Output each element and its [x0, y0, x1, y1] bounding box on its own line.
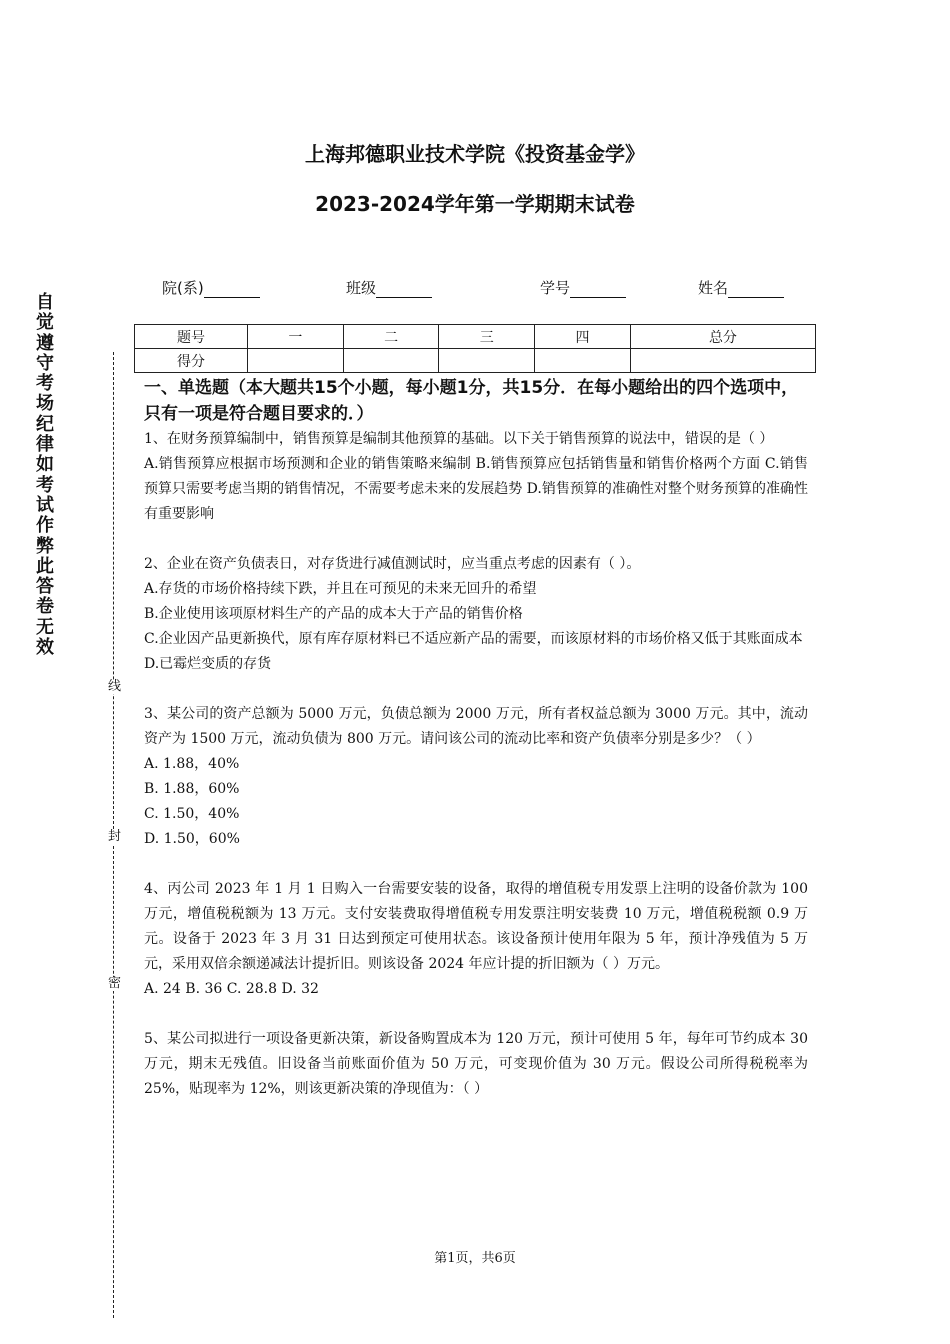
question-stem: 4、丙公司 2023 年 1 月 1 日购入一台需要安装的设备，取得的增值税专用发票上注明的设备价款为 100 万元，增值税税额为 13 万元。支付安装费取得增值税专用发票注明安装费 10 万元，增值税税额 0.9 万元。设备于 2023 年 3 月 31 日达到预定可使用状态。该设备预计使用年限为 5 年，预计净残值为 5 万元，采用双倍余额递减法计提折旧。则该设备 2024 年应计提的折旧额为（ ）万元。 — [144, 881, 808, 972]
question-option: A.销售预算应根据市场预测和企业的销售策略来编制 B.销售预算应包括销售量和销售价格两个方面 C.销售预算只需要考虑当期的销售情况，不需要考虑未来的发展趋势 D.销售预算的准确性对整个财务预算的准确性有重要影响 — [144, 456, 808, 522]
score-cell: 四 — [535, 325, 631, 349]
score-entry-cell[interactable] — [439, 349, 535, 373]
score-entry-cell[interactable] — [535, 349, 631, 373]
name-label: 姓名 — [698, 279, 729, 297]
class-blank[interactable] — [376, 282, 432, 298]
score-table-header-row — [135, 325, 816, 349]
question-stem: 5、某公司拟进行一项设备更新决策，新设备购置成本为 120 万元，预计可使用 5 年，每年可节约成本 30 万元，期末无残值。旧设备当前账面价值为 50 万元，可变现价值为 30 万元。假设公司所得税税率为 25%，贴现率为 12%，则该更新决策的净现值为：（ ） — [144, 1031, 808, 1097]
exam-content — [144, 375, 808, 1102]
question-option: D. 1.50，60% — [144, 831, 240, 847]
question-option: B.企业使用该项原材料生产的产品的成本大于产品的销售价格 — [144, 606, 523, 622]
question — [144, 1027, 808, 1102]
score-cell: 总分 — [630, 325, 815, 349]
class-label: 班级 — [346, 279, 377, 297]
seal-mark-line: 线 — [108, 679, 122, 694]
exam-title: 上海邦德职业技术学院《投资基金学》 — [305, 142, 645, 166]
score-cell: 三 — [439, 325, 535, 349]
exam-subtitle: 2023-2024学年第一学期期末试卷 — [315, 192, 635, 216]
question-option: D.已霉烂变质的存货 — [144, 656, 272, 672]
question-option: C.企业因产品更新换代，原有库存原材料已不适应新产品的需要，而该原材料的市场价格又低于其账面成本 — [144, 631, 803, 647]
question-stem: 2、企业在资产负债表日，对存货进行减值测试时，应当重点考虑的因素有（ ）。 — [144, 556, 641, 572]
name-blank[interactable] — [728, 282, 784, 298]
section-heading: 一、单选题（本大题共15个小题，每小题1分，共15分．在每小题给出的四个选项中，只有一项是符合题目要求的．） — [144, 378, 799, 424]
score-entry-cell[interactable] — [630, 349, 815, 373]
question-stem: 1、在财务预算编制中，销售预算是编制其他预算的基础。以下关于销售预算的说法中，错误的是（ ） — [144, 431, 774, 447]
score-label-cell: 得分 — [135, 349, 248, 373]
seal-mark-secret: 密 — [108, 976, 122, 991]
question-option: A. 24 B. 36 C. 28.8 D. 32 — [144, 981, 319, 997]
student-id-field[interactable] — [540, 277, 626, 298]
class-field[interactable] — [346, 277, 432, 298]
question-stem: 3、某公司的资产总额为 5000 万元，负债总额为 2000 万元，所有者权益总额为 3000 万元。其中，流动资产为 1500 万元，流动负债为 800 万元。请问该公司的流动比率和资产负债率分别是多少？（ ） — [144, 706, 808, 747]
department-blank[interactable] — [204, 282, 260, 298]
score-table — [134, 324, 816, 373]
student-id-blank[interactable] — [570, 282, 626, 298]
seal-mark-seal: 封 — [108, 829, 122, 844]
question-option: A.存货的市场价格持续下跌，并且在可预见的未来无回升的希望 — [144, 581, 537, 597]
student-id-label: 学号 — [540, 279, 571, 297]
score-table-score-row — [135, 349, 816, 373]
question-option: C. 1.50，40% — [144, 806, 240, 822]
question — [144, 877, 808, 1002]
score-cell: 题号 — [135, 325, 248, 349]
question — [144, 702, 808, 852]
score-entry-cell[interactable] — [248, 349, 344, 373]
score-cell: 二 — [343, 325, 439, 349]
name-field[interactable] — [698, 277, 784, 298]
department-label: 院(系) — [162, 279, 204, 297]
question-option: B. 1.88，60% — [144, 781, 240, 797]
question — [144, 427, 808, 527]
score-entry-cell[interactable] — [343, 349, 439, 373]
score-cell: 一 — [248, 325, 344, 349]
department-field[interactable] — [162, 277, 260, 298]
page-footer: 第1页，共6页 — [434, 1251, 516, 1266]
question — [144, 552, 808, 677]
exam-discipline-notice: 自觉遵守考场纪律如考试作弊此答卷无效 — [36, 292, 54, 659]
question-option: A. 1.88，40% — [144, 756, 240, 772]
